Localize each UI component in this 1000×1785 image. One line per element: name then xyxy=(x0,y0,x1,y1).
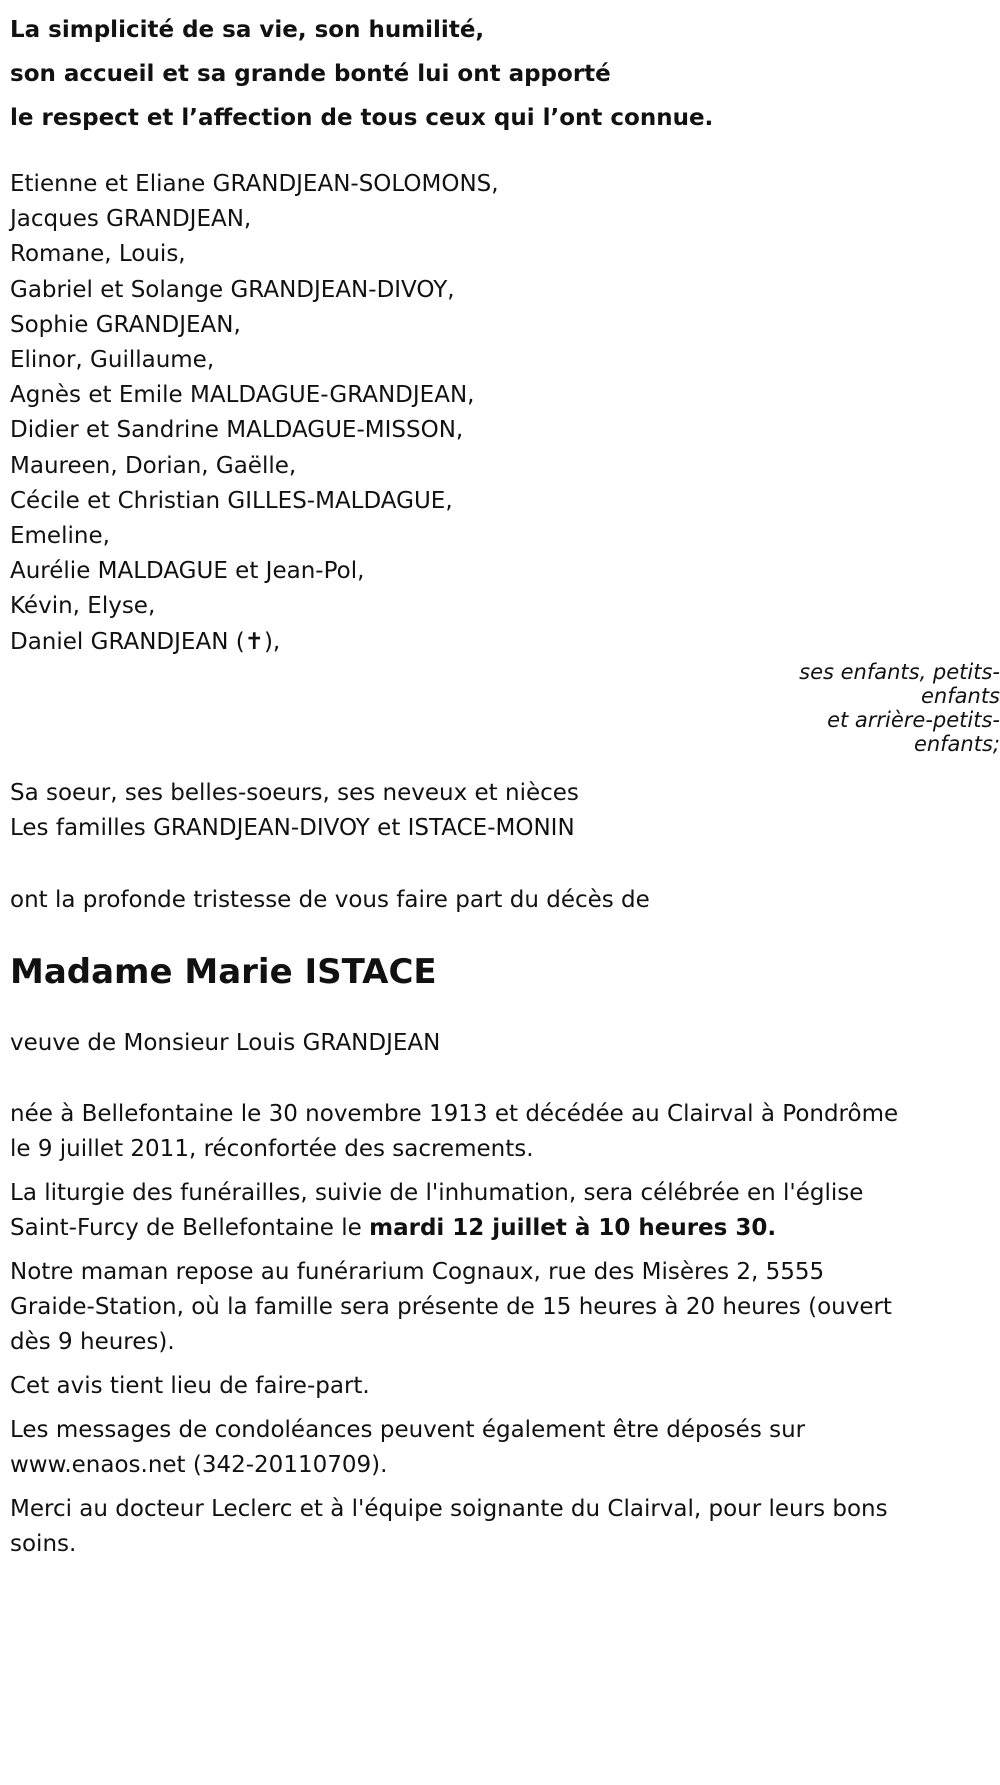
family-member: Elinor, Guillaume, xyxy=(10,347,215,374)
quote-line: le respect et l’affection de tous ceux qui l’ont connue. xyxy=(10,105,714,131)
relatives-line: Sa soeur, ses belles-soeurs, ses neveux et nièces xyxy=(10,779,579,806)
family-list xyxy=(10,167,990,660)
relatives-line: Les familles GRANDJEAN-DIVOY et ISTACE-MONIN xyxy=(10,815,575,842)
liturgy-date: mardi 12 juillet à 10 heures 30. xyxy=(369,1214,777,1241)
widow-of: veuve de Monsieur Louis GRANDJEAN xyxy=(10,1029,441,1056)
announcement-text: ont la profonde tristesse de vous faire part du décès de xyxy=(10,886,650,913)
relation-line: ses enfants, petits-enfants xyxy=(799,659,1000,708)
family-member: Emeline, xyxy=(10,523,110,550)
rest-paragraph: Notre maman repose au funérarium Cognaux, rue des Misères 2, 5555 Graide-Station, où la famille sera présente de 15 heures à 20 heures (ouvert dès 9 heures). xyxy=(10,1258,892,1355)
quote-line: La simplicité de sa vie, son humilité, xyxy=(10,17,485,43)
birth-death-paragraph: née à Bellefontaine le 30 novembre 1913 et décédée au Clairval à Pondrôme le 9 juillet 2011, réconfortée des sacrements. xyxy=(10,1100,899,1162)
family-member: Aurélie MALDAGUE et Jean-Pol, xyxy=(10,558,365,585)
thanks-paragraph: Merci au docteur Leclerc et à l'équipe soignante du Clairval, pour leurs bons soins. xyxy=(10,1495,888,1557)
obituary-page xyxy=(0,8,1000,1785)
details-section xyxy=(10,1097,910,1562)
family-member: Didier et Sandrine MALDAGUE-MISSON, xyxy=(10,417,464,444)
opening-quote xyxy=(10,8,990,140)
quote-line: son accueil et sa grande bonté lui ont apporté xyxy=(10,61,611,87)
family-member: Kévin, Elyse, xyxy=(10,593,156,620)
liturgy-text: La liturgie des funérailles, suivie de l'inhumation, sera célébrée en l'église Saint-Furcy de Bellefontaine le xyxy=(10,1179,864,1241)
family-member: Sophie GRANDJEAN, xyxy=(10,311,241,338)
other-relatives xyxy=(10,776,990,847)
deceased-name: Madame Marie ISTACE xyxy=(10,951,437,992)
relation-line: et arrière-petits-enfants; xyxy=(827,707,1000,756)
family-member: Cécile et Christian GILLES-MALDAGUE, xyxy=(10,487,453,514)
liturgy-paragraph xyxy=(10,1176,910,1246)
family-member: Gabriel et Solange GRANDJEAN-DIVOY, xyxy=(10,276,455,303)
family-member: Agnès et Emile MALDAGUE-GRANDJEAN, xyxy=(10,382,475,409)
family-member: Etienne et Eliane GRANDJEAN-SOLOMONS, xyxy=(10,171,499,197)
family-member: Romane, Louis, xyxy=(10,241,186,268)
family-member: Jacques GRANDJEAN, xyxy=(10,206,252,233)
notice-paragraph: Cet avis tient lieu de faire-part. xyxy=(10,1372,370,1399)
family-member: Maureen, Dorian, Gaëlle, xyxy=(10,452,297,479)
relation-note xyxy=(10,660,1000,756)
family-member: Daniel GRANDJEAN (✝), xyxy=(10,628,281,655)
condolences-paragraph: Les messages de condoléances peuvent également être déposés sur www.enaos.net (342-20110709). xyxy=(10,1416,806,1478)
